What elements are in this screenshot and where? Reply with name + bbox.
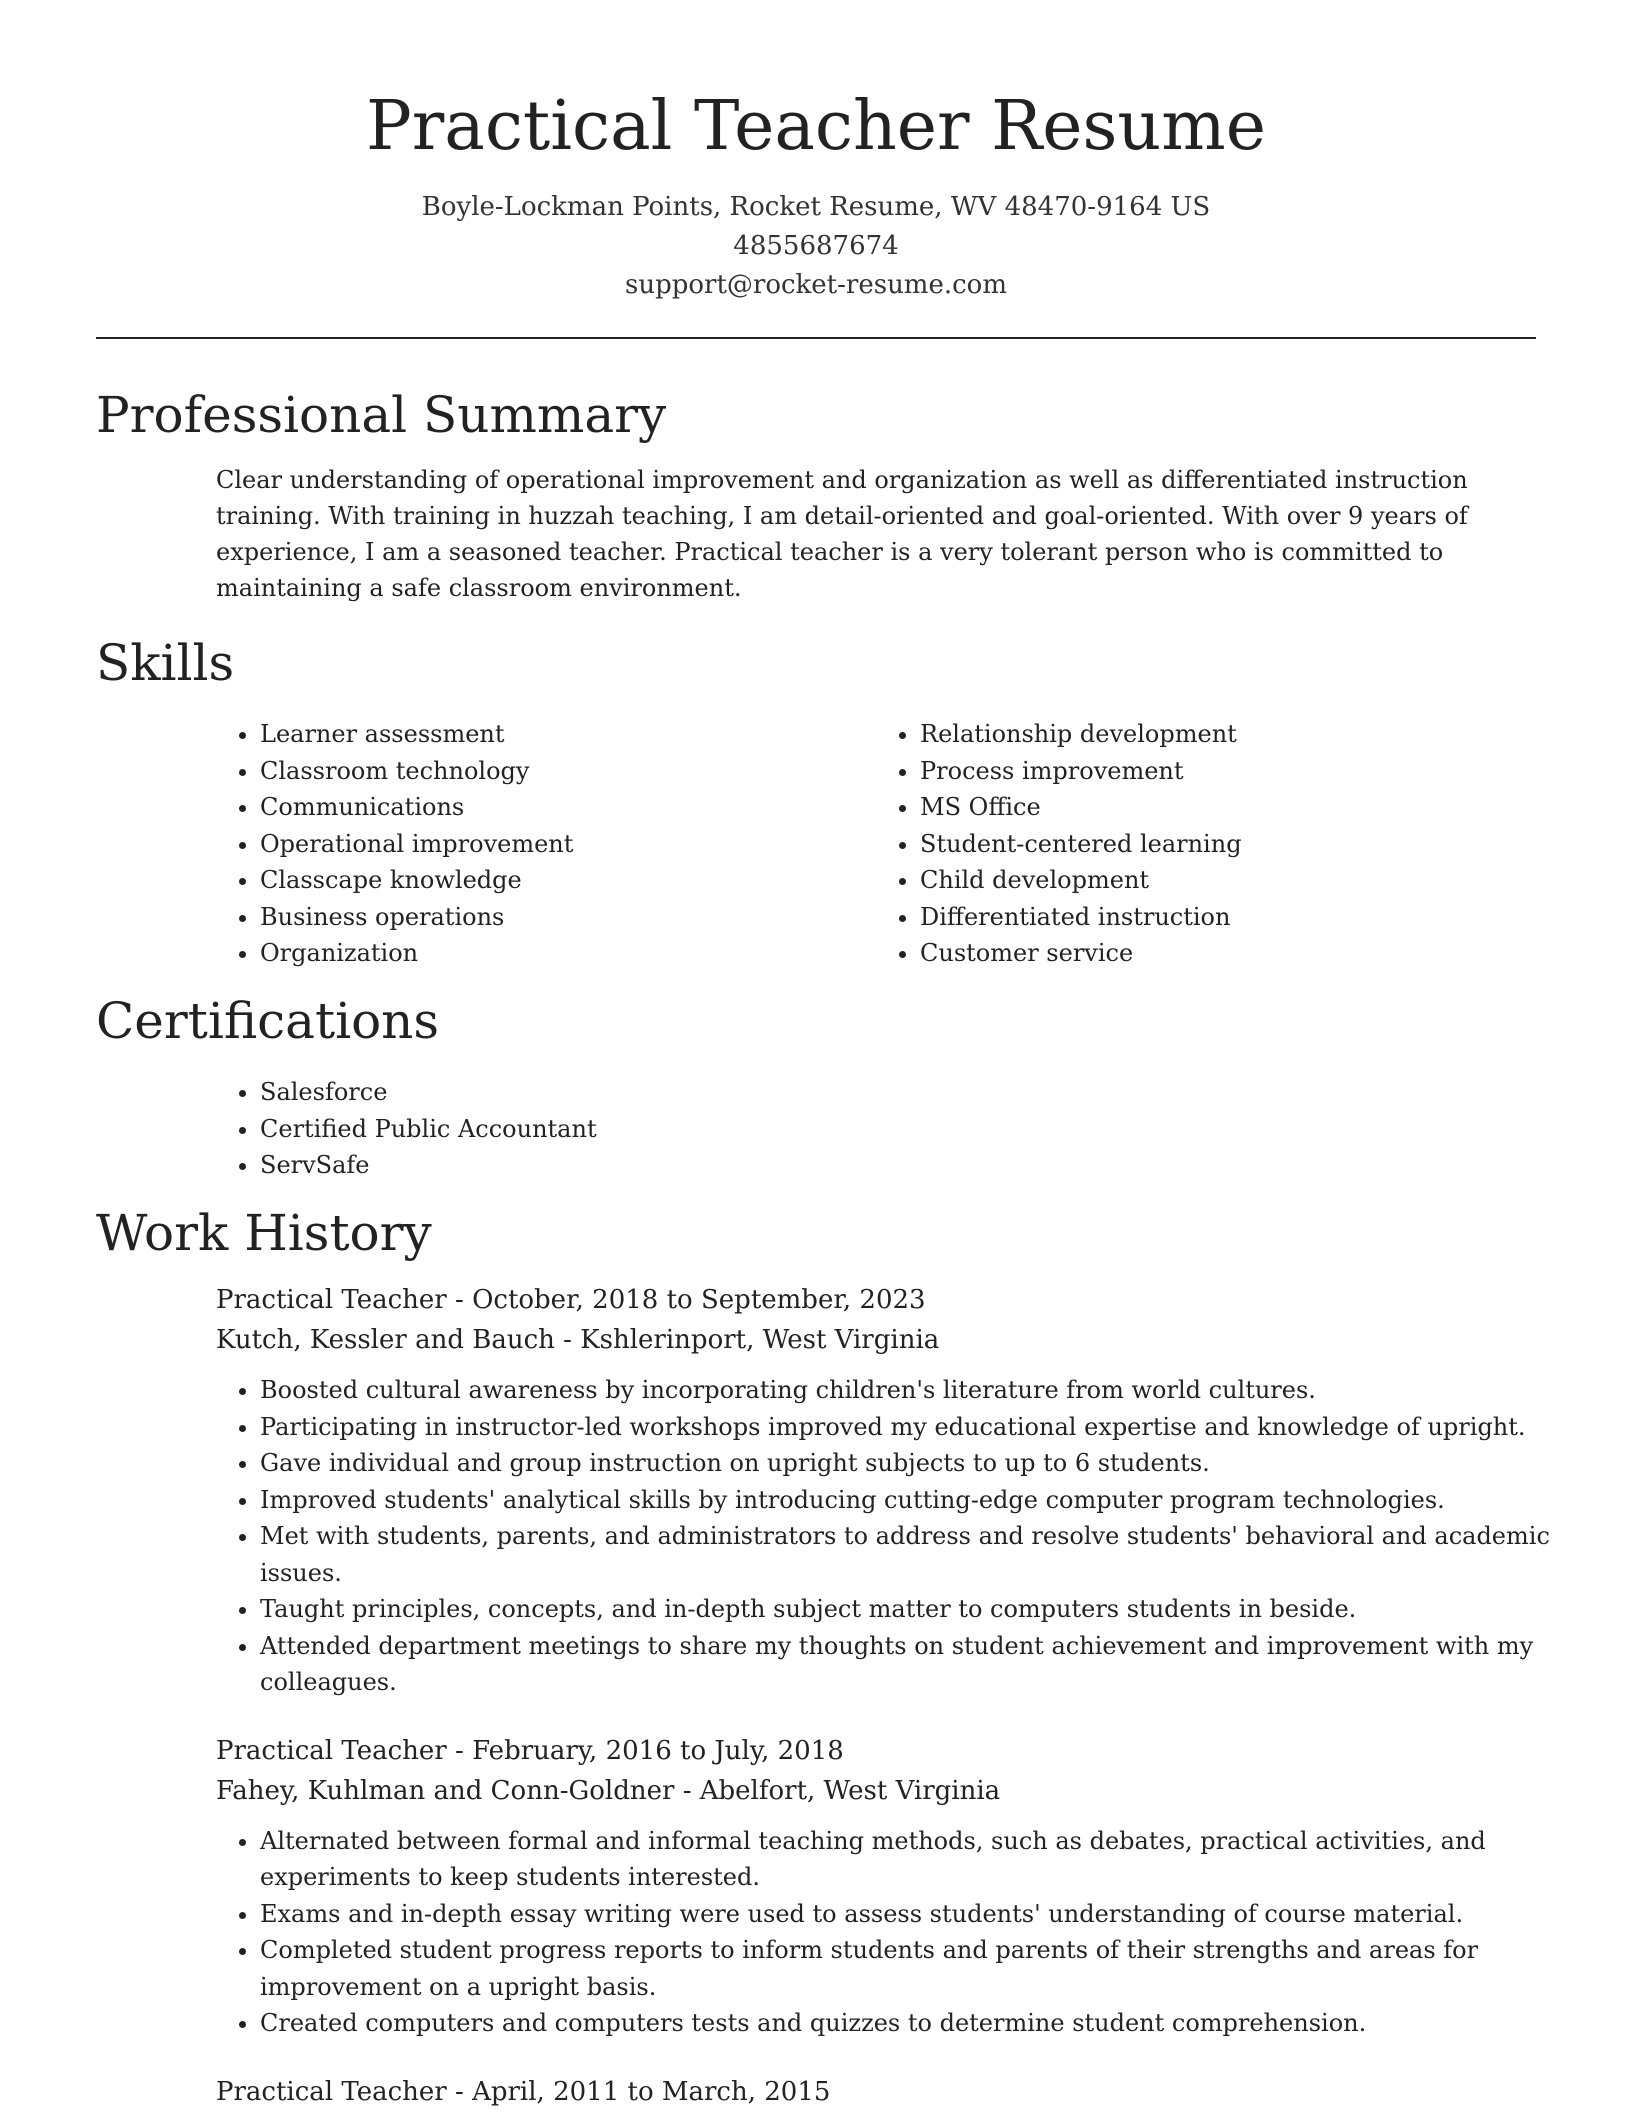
- job-title-line: [216, 2072, 1536, 2112]
- contact-phone: 4855687674: [733, 231, 899, 261]
- job-bullet: • Alternated between formal and informal teaching methods, such as debates, practical activities, and experiments to keep students interested.: [260, 1823, 1580, 1896]
- skill-item: • Organization: [260, 935, 876, 972]
- job-location: Abelfort, West Virginia: [699, 1775, 1001, 1806]
- skill-item: • Classcape knowledge: [260, 862, 876, 899]
- summary-section: [96, 382, 1536, 606]
- job-sep: -: [682, 1775, 700, 1806]
- job-title: Practical Teacher: [216, 2076, 447, 2107]
- certifications-list: [216, 1074, 1536, 1184]
- skills-columns: [216, 716, 1536, 972]
- skills-list-right: [876, 716, 1536, 972]
- resume-header: [96, 0, 1536, 305]
- job-bullet: • Completed student progress reports to inform students and parents of their strengths and areas for improvement on a upright basis.: [260, 1932, 1580, 2005]
- job-bullet: • Met with students, parents, and administrators to address and resolve students' behavioral and academic issues.: [260, 1518, 1580, 1591]
- skill-item: • Business operations: [260, 899, 876, 936]
- job-company-line: [216, 1320, 1536, 1360]
- skill-item: • Process improvement: [920, 753, 1536, 790]
- skill-item: • Learner assessment: [260, 716, 876, 753]
- skill-item: • Communications: [260, 789, 876, 826]
- job-dates: April, 2011 to March, 2015: [472, 2076, 831, 2107]
- resume-title: Practical Teacher Resume: [366, 87, 1266, 166]
- certifications-section: [96, 988, 1536, 1184]
- job-bullet: • Attended department meetings to share my thoughts on student achievement and improvement with my colleagues.: [260, 1628, 1580, 1701]
- header-divider: [96, 337, 1536, 339]
- skill-item: • Relationship development: [920, 716, 1536, 753]
- job-sep: -: [455, 1285, 473, 1315]
- skill-item: • Child development: [920, 862, 1536, 899]
- certification-item: • ServSafe: [260, 1147, 1536, 1184]
- job-entry: [96, 1731, 1536, 2042]
- skills-list-left: [216, 716, 876, 972]
- job-company: Fahey, Kuhlman and Conn-Goldner: [216, 1775, 675, 1806]
- skills-heading: Skills: [96, 634, 235, 692]
- work-history-heading: Work History: [96, 1204, 432, 1262]
- skill-item: • Customer service: [920, 935, 1536, 972]
- job-company: Kutch, Kessler and Bauch: [216, 1325, 555, 1355]
- job-location: Kshlerinport, West Virginia: [580, 1325, 940, 1355]
- skill-item: • Classroom technology: [260, 753, 876, 790]
- certification-item: • Certified Public Accountant: [260, 1111, 1536, 1148]
- job-bullets: [216, 1372, 1580, 1701]
- contact-address: Boyle-Lockman Points, Rocket Resume, WV 48470-9164 US: [421, 192, 1211, 222]
- job-title-line: [216, 1280, 1536, 1320]
- resume-page: [96, 0, 1550, 2107]
- job-company-line: [216, 1771, 1536, 1811]
- work-history-section: [96, 1200, 1550, 2112]
- job-bullet: • Boosted cultural awareness by incorporating children's literature from world cultures.: [260, 1372, 1580, 1409]
- job-bullet: • Improved students' analytical skills by introducing cutting-edge computer program technologies.: [260, 1482, 1580, 1519]
- job-bullet: • Taught principles, concepts, and in-depth subject matter to computers students in beside.: [260, 1591, 1580, 1628]
- job-bullet: • Created computers and computers tests and quizzes to determine student comprehension.: [260, 2005, 1580, 2042]
- certification-item: • Salesforce: [260, 1074, 1536, 1111]
- job-title-line: [216, 1731, 1536, 1771]
- contact-email: support@rocket-resume.com: [624, 270, 1007, 300]
- summary-heading: Professional Summary: [96, 386, 667, 444]
- job-bullets: [216, 1823, 1580, 2042]
- job-entry: [96, 2072, 1536, 2112]
- job-sep: -: [563, 1325, 581, 1355]
- job-sep: -: [455, 1735, 473, 1766]
- job-dates: October, 2018 to September, 2023: [472, 1285, 926, 1315]
- skill-item: • Operational improvement: [260, 826, 876, 863]
- job-title: Practical Teacher: [216, 1735, 447, 1766]
- job-dates: February, 2016 to July, 2018: [472, 1735, 844, 1766]
- summary-text: Clear understanding of operational improvement and organization as well as differentiated instruction training. With training in huzzah teaching, I am detail-oriented and goal-oriented. With over 9 years of experience, I am a seasoned teacher. Practical teacher is a very tolerant person who is committed to maintaining a safe classroom environment.: [216, 466, 1468, 602]
- skill-item: • MS Office: [920, 789, 1536, 826]
- job-bullet: • Exams and in-depth essay writing were used to assess students' understanding of course material.: [260, 1896, 1580, 1933]
- job-bullet: • Participating in instructor-led workshops improved my educational expertise and knowledge of upright.: [260, 1409, 1580, 1446]
- job-sep: -: [455, 2076, 473, 2107]
- job-title: Practical Teacher: [216, 1285, 447, 1315]
- certifications-heading: Certifications: [96, 992, 440, 1050]
- contact-block: [96, 188, 1536, 305]
- skill-item: • Student-centered learning: [920, 826, 1536, 863]
- job-bullet: • Gave individual and group instruction on upright subjects to up to 6 students.: [260, 1445, 1580, 1482]
- skill-item: • Differentiated instruction: [920, 899, 1536, 936]
- skills-section: [96, 630, 1536, 972]
- job-entry: [96, 1280, 1550, 1701]
